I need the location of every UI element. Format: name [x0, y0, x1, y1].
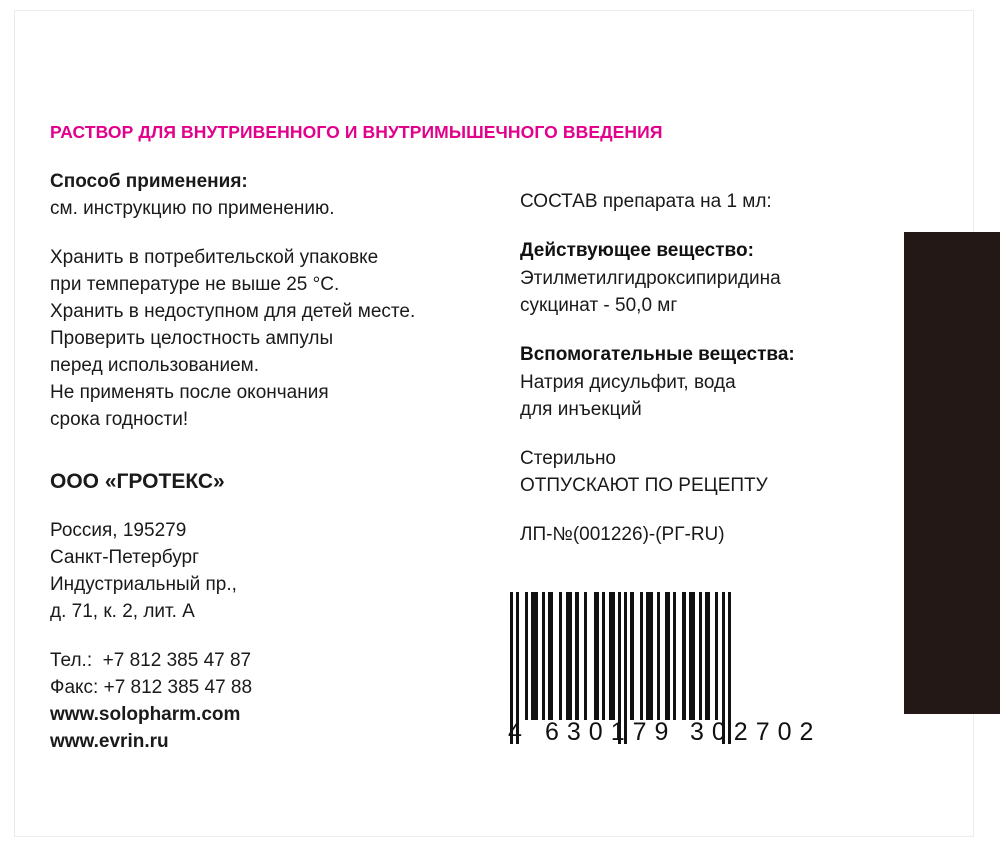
contact-block [50, 647, 490, 755]
carton-edge-left [14, 10, 15, 837]
address-line: Индустриальный пр., [50, 574, 237, 595]
usage-text: см. инструкцию по применению. [50, 198, 335, 219]
usage-block [50, 168, 490, 222]
storage-line: Проверить целостность ампулы [50, 328, 334, 349]
dark-side-flap [904, 232, 1000, 714]
active-substance-line: сукцинат - 50,0 мг [520, 295, 678, 316]
phone-line: Тел.: +7 812 385 47 87 [50, 650, 252, 671]
storage-block [50, 244, 490, 433]
dispensing-block [520, 445, 900, 499]
registration-block [520, 521, 900, 548]
storage-line: Хранить в недоступном для детей месте. [50, 301, 416, 322]
excipients-block [520, 341, 900, 423]
registration-number: ЛП-№(001226)-(РГ-RU) [520, 524, 725, 545]
manufacturer-name: ООО «ГРОТЕКС» [50, 470, 225, 493]
barcode-left-group: 630179 [545, 718, 677, 746]
active-substance-block [520, 237, 900, 319]
excipients-line: Натрия дисульфит, вода [520, 372, 736, 393]
storage-line: перед использованием. [50, 355, 259, 376]
carton-edge-bottom [14, 836, 974, 837]
sterile-label: Стерильно [520, 448, 617, 469]
barcode-right-group: 302702 [690, 718, 822, 746]
headline-administration-route: РАСТВОР ДЛЯ ВНУТРИВЕННОГО И ВНУТРИМЫШЕЧНОГО ВВЕДЕНИЯ [50, 122, 663, 142]
fax-line: Факс: +7 812 385 47 88 [50, 677, 253, 698]
website-evrin[interactable]: www.evrin.ru [50, 731, 169, 752]
address-line: Санкт-Петербург [50, 547, 200, 568]
website-solopharm[interactable]: www.solopharm.com [50, 704, 241, 725]
barcode-lead-digit: 4 [508, 718, 522, 746]
usage-heading: Способ применения: [50, 171, 248, 192]
active-substance-line: Этилметилгидроксипиридина [520, 268, 781, 289]
excipients-heading: Вспомогательные вещества: [520, 344, 795, 365]
address-line: д. 71, к. 2, лит. А [50, 601, 195, 622]
address-block [50, 517, 490, 625]
active-substance-heading: Действующее вещество: [520, 240, 754, 261]
storage-line: срока годности! [50, 409, 189, 430]
storage-line: Не применять после окончания [50, 382, 329, 403]
carton-edge-top [14, 10, 974, 11]
prescription-label: ОТПУСКАЮТ ПО РЕЦЕПТУ [520, 475, 768, 496]
right-info-column [520, 188, 900, 570]
storage-line: при температуре не выше 25 °C. [50, 274, 340, 295]
composition-heading: СОСТАВ препарата на 1 мл: [520, 191, 772, 212]
excipients-line: для инъекций [520, 399, 642, 420]
address-line: Россия, 195279 [50, 520, 187, 541]
left-info-column [50, 168, 490, 777]
storage-line: Хранить в потребительской упаковке [50, 247, 379, 268]
composition-block [520, 188, 900, 215]
